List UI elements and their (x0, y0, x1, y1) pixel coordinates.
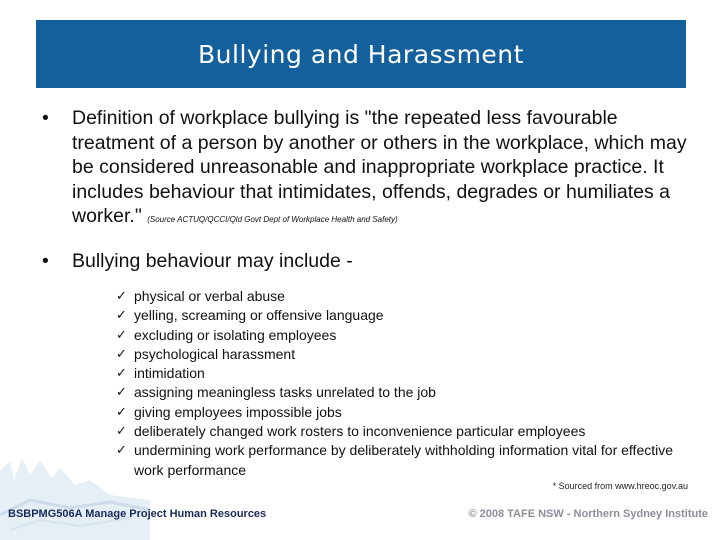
slide-footer (0, 496, 720, 540)
definition-text: Definition of workplace bullying is "the repeated less favourable treatment of a person by another or others in the workplace, which may be considered unreasonable and inappropriate workplace practice. It includes behaviour that intimidates, offends, degrades or humiliates a worker." (72, 107, 687, 227)
list-item: ✓ deliberately changed work rosters to inconvenience particular employees (116, 422, 706, 441)
bullet-definition (40, 106, 705, 233)
check-icon: ✓ (116, 443, 127, 459)
bullet-list (40, 106, 705, 273)
bullet-behaviours (40, 249, 705, 274)
check-icon: ✓ (116, 289, 127, 304)
list-item: ✓ physical or verbal abuse (116, 287, 706, 306)
check-icon: ✓ (116, 346, 127, 362)
check-icon: ✓ (116, 308, 127, 324)
bullet-dot: • (42, 107, 49, 129)
list-item: ✓ assigning meaningless tasks unrelated to the job (116, 383, 706, 402)
check-icon: ✓ (116, 327, 127, 343)
behaviours-heading: Bullying behaviour may include - (72, 249, 353, 272)
list-item: ✓ undermining work performance by deliberately withholding information vital for effective work performance (116, 442, 674, 478)
copyright: © 2008 TAFE NSW - Northern Sydney Institute (468, 508, 708, 520)
check-icon: ✓ (116, 404, 127, 420)
list-item: ✓ psychological harassment (116, 345, 706, 364)
definition-source: (Source ACTUQ/QCCI/Qld Govt Dept of Workplace Health and Safety) (147, 215, 398, 224)
list-item: ✓ excluding or isolating employees (116, 326, 706, 345)
list-item: ✓ intimidation (116, 364, 706, 383)
slide-title-bar (36, 20, 686, 88)
bullet-dot: • (42, 249, 49, 272)
slide-title: Bullying and Harassment (198, 39, 524, 69)
check-icon: ✓ (116, 424, 127, 440)
list-item: ✓ giving employees impossible jobs (116, 403, 706, 422)
course-code: BSBPMG506A Manage Project Human Resources (8, 508, 267, 520)
behaviour-checklist (116, 287, 706, 480)
check-icon: ✓ (116, 385, 127, 401)
list-item: ✓ yelling, screaming or offensive language (116, 306, 706, 325)
footnote: * Sourced from www.hreoc.gov.au (552, 481, 688, 491)
check-icon: ✓ (116, 366, 127, 382)
